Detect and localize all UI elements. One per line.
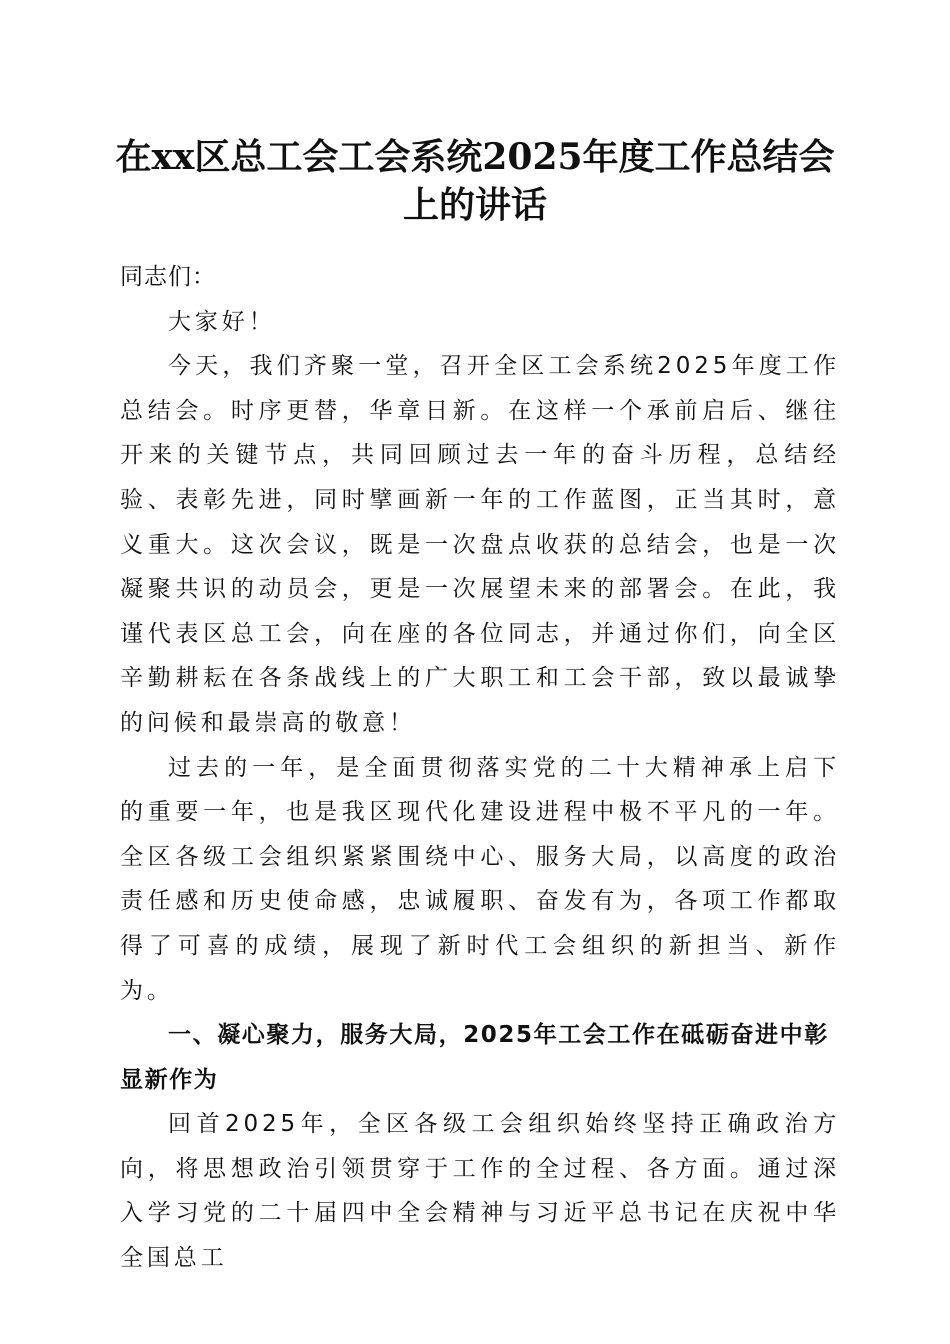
salutation: 同志们： bbox=[120, 264, 216, 290]
greeting: 大家好！ bbox=[168, 308, 276, 335]
paragraph-opening: 今天，我们齐聚一堂，召开全区工会系统2025年度工作总结会。时序更替，华章日新。在这样一个承前启后、继往开来的关键节点，共同回顾过去一年的奋斗历程，总结经验、表彰先进，同时擘画新一年的工作蓝图，正当其时，意义重大。这次会议，既是一次盘点收获的总结会，也是一次凝聚共识的动员会，更是一次展望未来的部署会。在此，我谨代表区总工会，向在座的各位同志，并通过你们，向全区辛勤耕耘在各条战线上的广大职工和工会干部，致以最诚挚的问候和最崇高的敬意！ bbox=[120, 353, 840, 736]
title-line-2: 上的讲话 bbox=[402, 184, 547, 226]
document-body bbox=[120, 255, 840, 1281]
section-paragraph: 回首2025年，全区各级工会组织始终坚持正确政治方向，将思想政治引领贯穿于工作的全过程、各方面。通过深入学习党的二十届四中全会精神与习近平总书记在庆祝中华全国总工 bbox=[120, 1111, 840, 1272]
section-heading: 一、凝心聚力，服务大局，2025年工会工作在砥砺奋进中彰显新作为 bbox=[120, 1022, 829, 1093]
title-line-1: 在xx区总工会工会系统2025年度工作总结会 bbox=[115, 136, 835, 178]
paragraph-review: 过去的一年，是全面贯彻落实党的二十大精神承上启下的重要一年，也是我区现代化建设进程中极不平凡的一年。全区各级工会组织紧紧围绕中心、服务大局，以高度的政治责任感和历史使命感，忠诚履职、奋发有为，各项工作都取得了可喜的成绩，展现了新时代工会组织的新担当、新作为。 bbox=[120, 754, 840, 1004]
document-title bbox=[100, 133, 850, 229]
